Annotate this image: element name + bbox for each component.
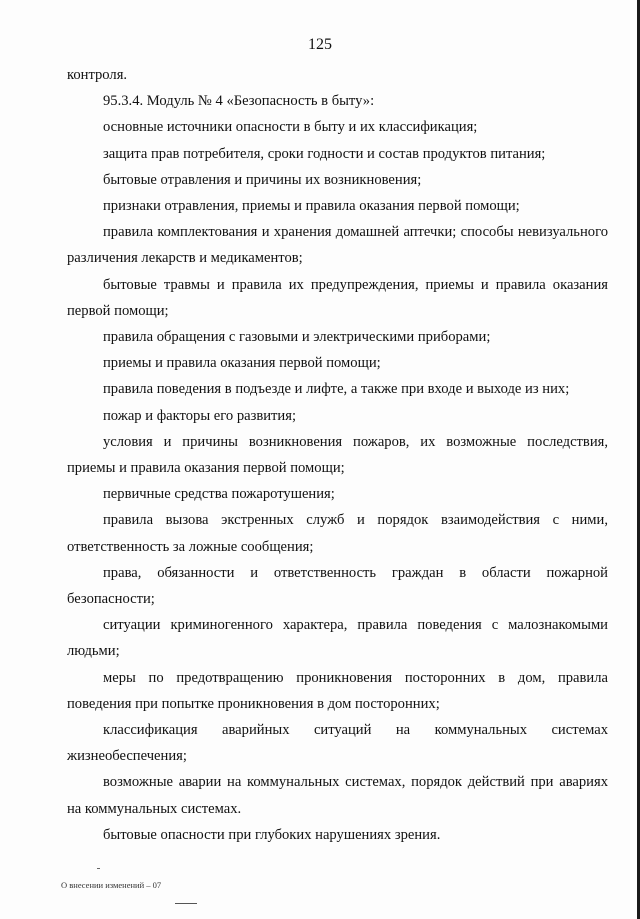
list-item: пожар и факторы его развития; <box>103 407 297 424</box>
list-item: защита прав потребителя, сроки годности и состав продуктов питания; <box>103 145 546 162</box>
list-item: правила вызова экстренных служб и порядок взаимодействия с ними, ответственность за ложные сообщения; <box>67 512 608 555</box>
list-item: возможные аварии на коммунальных системах, порядок действий при авариях на коммунальных системах. <box>67 774 608 817</box>
list-item: правила обращения с газовыми и электрическими приборами; <box>103 329 491 346</box>
list-item: права, обязанности и ответственность граждан в области пожарной безопасности; <box>67 564 608 608</box>
list-item: бытовые отравления и причины их возникновения; <box>103 171 422 188</box>
list-item: первичные средства пожаротушения; <box>103 486 335 503</box>
list-item: признаки отравления, приемы и правила оказания первой помощи; <box>103 198 520 215</box>
list-item: меры по предотвращению проникновения посторонних в дом, правила поведения при попытке проникновения в дом посторонних; <box>67 669 608 712</box>
list-item: условия и причины возникновения пожаров, их возможные последствия, приемы и правила оказания первой помощи; <box>67 433 608 477</box>
footer-note: О внесении изменений – 07 <box>61 880 162 890</box>
list-item: правила комплектования и хранения домашней аптечки; способы невизуального различения лекарств и медикаментов; <box>67 224 608 267</box>
footer-rule <box>175 903 197 904</box>
list-item: ситуации криминогенного характера, правила поведения с малознакомыми людьми; <box>67 617 608 660</box>
list-item: основные источники опасности в быту и их классификация; <box>103 119 478 136</box>
list-item: классификация аварийных ситуаций на коммунальных системах жизнеобеспечения; <box>67 722 608 765</box>
paragraph-continuation: контроля. <box>67 67 128 83</box>
document-body <box>67 62 608 848</box>
section-heading: 95.3.4. Модуль № 4 «Безопасность в быту»: <box>103 93 375 110</box>
list-item: бытовые опасности при глубоких нарушениях зрения. <box>103 826 441 843</box>
page-number: 125 <box>308 36 332 53</box>
list-item: приемы и правила оказания первой помощи; <box>103 355 381 372</box>
list-item: бытовые травмы и правила их предупреждения, приемы и правила оказания первой помощи; <box>67 276 608 319</box>
scan-mark <box>97 868 100 869</box>
list-item: правила поведения в подъезде и лифте, а также при входе и выходе из них; <box>103 381 570 398</box>
